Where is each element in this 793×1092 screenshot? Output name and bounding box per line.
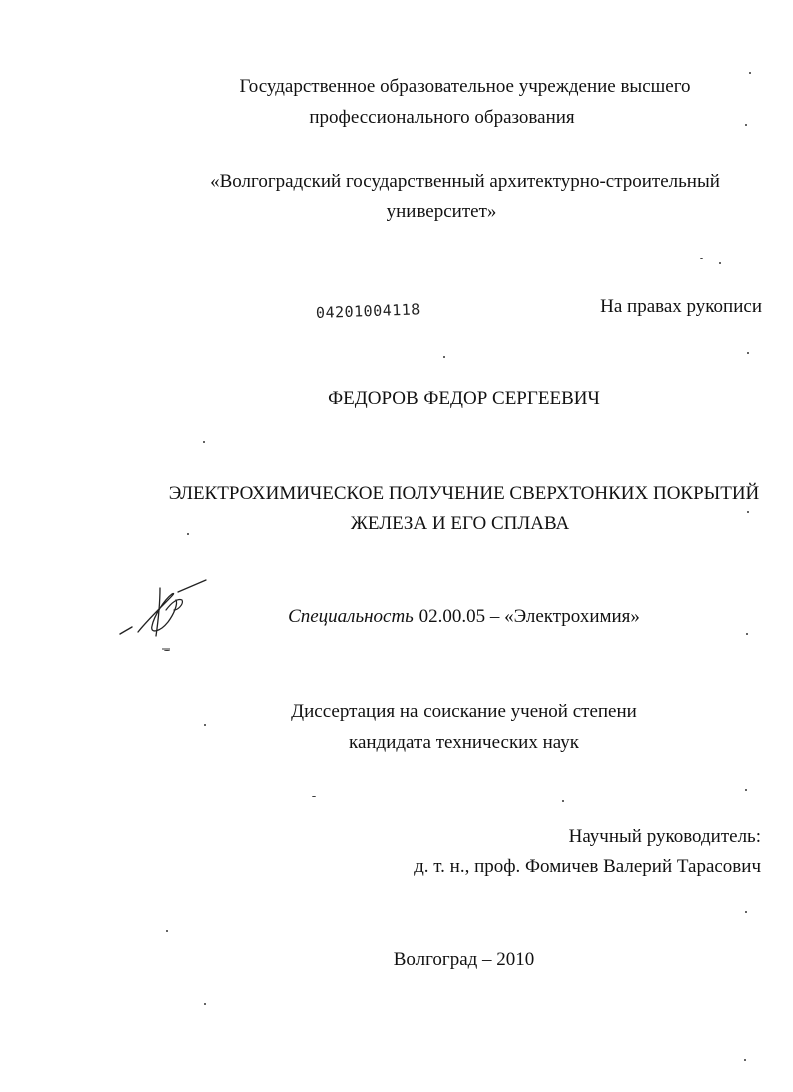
specialty-value: 02.00.05 – «Электрохимия» [418, 606, 640, 627]
scan-speck [719, 262, 721, 264]
scan-speck [745, 789, 747, 791]
university-line-2: университет» [386, 201, 497, 222]
scan-speck [562, 800, 564, 802]
manuscript-rights: На правах рукописи [600, 296, 762, 317]
institution-line-1: Государственное образовательное учреждение высшего [239, 76, 691, 97]
scan-speck [204, 1003, 206, 1005]
institution-line-2: профессионального образования [309, 107, 575, 128]
scan-speck [747, 352, 749, 354]
scan-speck [443, 356, 445, 358]
scan-speck [700, 258, 703, 259]
scan-speck [749, 72, 751, 74]
dissertation-degree-line-2: кандидата технических наук [349, 732, 579, 753]
scan-speck [187, 533, 189, 535]
scan-speck [164, 650, 170, 651]
dissertation-title-line-2: ЖЕЛЕЗА И ЕГО СПЛАВА [350, 513, 570, 534]
scan-speck [204, 724, 206, 726]
scan-speck [745, 124, 747, 126]
city-year: Волгоград – 2010 [393, 949, 535, 970]
author-name: ФЕДОРОВ ФЕДОР СЕРГЕЕВИЧ [328, 388, 600, 409]
scan-speck [747, 511, 749, 513]
supervisor-name: д. т. н., проф. Фомичев Валерий Тарасович [414, 856, 761, 877]
supervisor-label: Научный руководитель: [568, 826, 761, 847]
scan-speck [745, 911, 747, 913]
scan-speck [166, 930, 168, 932]
dissertation-title-line-1: ЭЛЕКТРОХИМИЧЕСКОЕ ПОЛУЧЕНИЕ СВЕРХТОНКИХ ПОКРЫТИЙ [168, 483, 760, 504]
dissertation-degree-line-1: Диссертация на соискание ученой степени [291, 701, 637, 722]
archive-number: 04201004118 [315, 300, 422, 322]
scan-speck [312, 796, 316, 797]
scan-speck [744, 1059, 746, 1061]
handwritten-signature-icon [116, 574, 216, 660]
scan-speck [746, 633, 748, 635]
scan-speck [203, 441, 205, 443]
university-line-1: «Волгоградский государственный архитектурно-строительный [210, 171, 720, 192]
specialty-label: Специальность [288, 606, 414, 627]
